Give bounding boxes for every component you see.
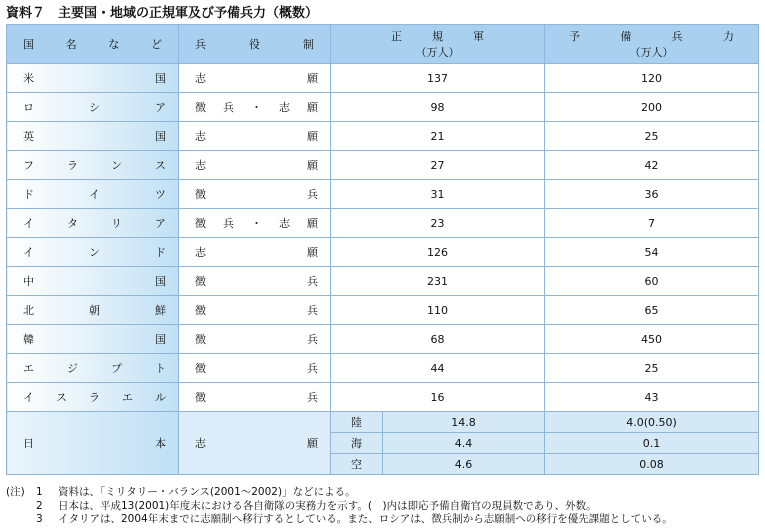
table-row bbox=[7, 209, 759, 238]
regular-forces: 4.6 bbox=[383, 454, 545, 475]
table-row bbox=[7, 383, 759, 412]
header-regular: 正 規 軍 （万人） bbox=[331, 25, 545, 64]
country-name: フ ラ ン ス bbox=[7, 151, 179, 180]
regular-forces: 44 bbox=[331, 354, 545, 383]
branch-label: 海 bbox=[331, 433, 383, 454]
reserve-forces: 43 bbox=[545, 383, 759, 412]
country-name: ロ シ ア bbox=[7, 93, 179, 122]
table-row bbox=[7, 354, 759, 383]
country-name: 米 国 bbox=[7, 64, 179, 93]
reserve-forces: 36 bbox=[545, 180, 759, 209]
regular-forces: 126 bbox=[331, 238, 545, 267]
country-name: イ ス ラ エ ル bbox=[7, 383, 179, 412]
branch-label: 空 bbox=[331, 454, 383, 475]
regular-forces: 14.8 bbox=[383, 412, 545, 433]
country-name: 韓 国 bbox=[7, 325, 179, 354]
header-country: 国 名 な ど bbox=[7, 25, 179, 64]
table-row bbox=[7, 122, 759, 151]
reserve-forces: 25 bbox=[545, 122, 759, 151]
country-name: 北 朝 鮮 bbox=[7, 296, 179, 325]
reserve-forces: 0.08 bbox=[545, 454, 759, 475]
footnote-2: 日本は、平成13(2001)年度末における各自衛隊の実務力を示す。( )内は即応予備自衛官の現員数であり、外数。 bbox=[58, 499, 597, 512]
service-system: 徴 兵 bbox=[179, 267, 331, 296]
service-system: 徴 兵 bbox=[179, 296, 331, 325]
regular-forces: 68 bbox=[331, 325, 545, 354]
table-row bbox=[7, 296, 759, 325]
service-system: 徴 兵 bbox=[179, 325, 331, 354]
header-reserve: 予 備 兵 力 （万人） bbox=[545, 25, 759, 64]
country-name: 英 国 bbox=[7, 122, 179, 151]
header-row bbox=[7, 25, 759, 64]
document-title: 資料７ 主要国・地域の正規軍及び予備兵力（概数） bbox=[6, 6, 319, 21]
table-row bbox=[7, 325, 759, 354]
forces-table bbox=[6, 24, 759, 475]
reserve-forces: 60 bbox=[545, 267, 759, 296]
service-system: 徴 兵 bbox=[179, 383, 331, 412]
reserve-forces: 65 bbox=[545, 296, 759, 325]
regular-forces: 16 bbox=[331, 383, 545, 412]
regular-forces: 23 bbox=[331, 209, 545, 238]
service-system: 志 願 bbox=[179, 151, 331, 180]
table-row bbox=[7, 238, 759, 267]
regular-forces: 27 bbox=[331, 151, 545, 180]
header-system: 兵 役 制 bbox=[179, 25, 331, 64]
country-name-japan: 日 本 bbox=[7, 412, 179, 475]
regular-forces: 110 bbox=[331, 296, 545, 325]
table-row bbox=[7, 93, 759, 122]
service-system: 志 願 bbox=[179, 122, 331, 151]
table-row bbox=[7, 267, 759, 296]
regular-forces: 137 bbox=[331, 64, 545, 93]
regular-forces: 98 bbox=[331, 93, 545, 122]
country-name: エ ジ プ ト bbox=[7, 354, 179, 383]
table-row bbox=[7, 180, 759, 209]
branch-label: 陸 bbox=[331, 412, 383, 433]
regular-forces: 231 bbox=[331, 267, 545, 296]
japan-row bbox=[7, 412, 759, 433]
reserve-forces: 120 bbox=[545, 64, 759, 93]
table-row bbox=[7, 64, 759, 93]
reserve-forces: 7 bbox=[545, 209, 759, 238]
reserve-forces: 42 bbox=[545, 151, 759, 180]
service-system: 志 願 bbox=[179, 238, 331, 267]
country-name: イ ン ド bbox=[7, 238, 179, 267]
footnotes: (注) 1 資料は、「ミリタリー・バランス(2001〜2002)」などによる。 2 日本は、平成13(2001)年度末における各自衛隊の実務力を示す。( )内は即応予備自衛官の現員数であり、外数。 3 イタリアは、2004年末までに志願制へ移行するとしている。また、ロシアは、徴兵制から志願制への移行を優先課題としている。 bbox=[6, 486, 673, 525]
country-name: イ タ リ ア bbox=[7, 209, 179, 238]
reserve-forces: 54 bbox=[545, 238, 759, 267]
country-name: ド イ ツ bbox=[7, 180, 179, 209]
service-system: 志 願 bbox=[179, 64, 331, 93]
service-system: 徴 兵 ・ 志 願 bbox=[179, 209, 331, 238]
footnote-3: イタリアは、2004年末までに志願制へ移行するとしている。また、ロシアは、徴兵制から志願制への移行を優先課題としている。 bbox=[58, 513, 673, 525]
regular-forces: 4.4 bbox=[383, 433, 545, 454]
reserve-forces: 4.0(0.50) bbox=[545, 412, 759, 433]
regular-forces: 21 bbox=[331, 122, 545, 151]
regular-forces: 31 bbox=[331, 180, 545, 209]
reserve-forces: 450 bbox=[545, 325, 759, 354]
reserve-forces: 25 bbox=[545, 354, 759, 383]
country-name: 中 国 bbox=[7, 267, 179, 296]
service-system: 徴 兵 bbox=[179, 354, 331, 383]
footnote-1: 資料は、「ミリタリー・バランス(2001〜2002)」などによる。 bbox=[58, 486, 356, 498]
reserve-forces: 0.1 bbox=[545, 433, 759, 454]
reserve-forces: 200 bbox=[545, 93, 759, 122]
service-system: 徴 兵 ・ 志 願 bbox=[179, 93, 331, 122]
service-system-japan: 志 願 bbox=[179, 412, 331, 475]
service-system: 徴 兵 bbox=[179, 180, 331, 209]
table-row bbox=[7, 151, 759, 180]
